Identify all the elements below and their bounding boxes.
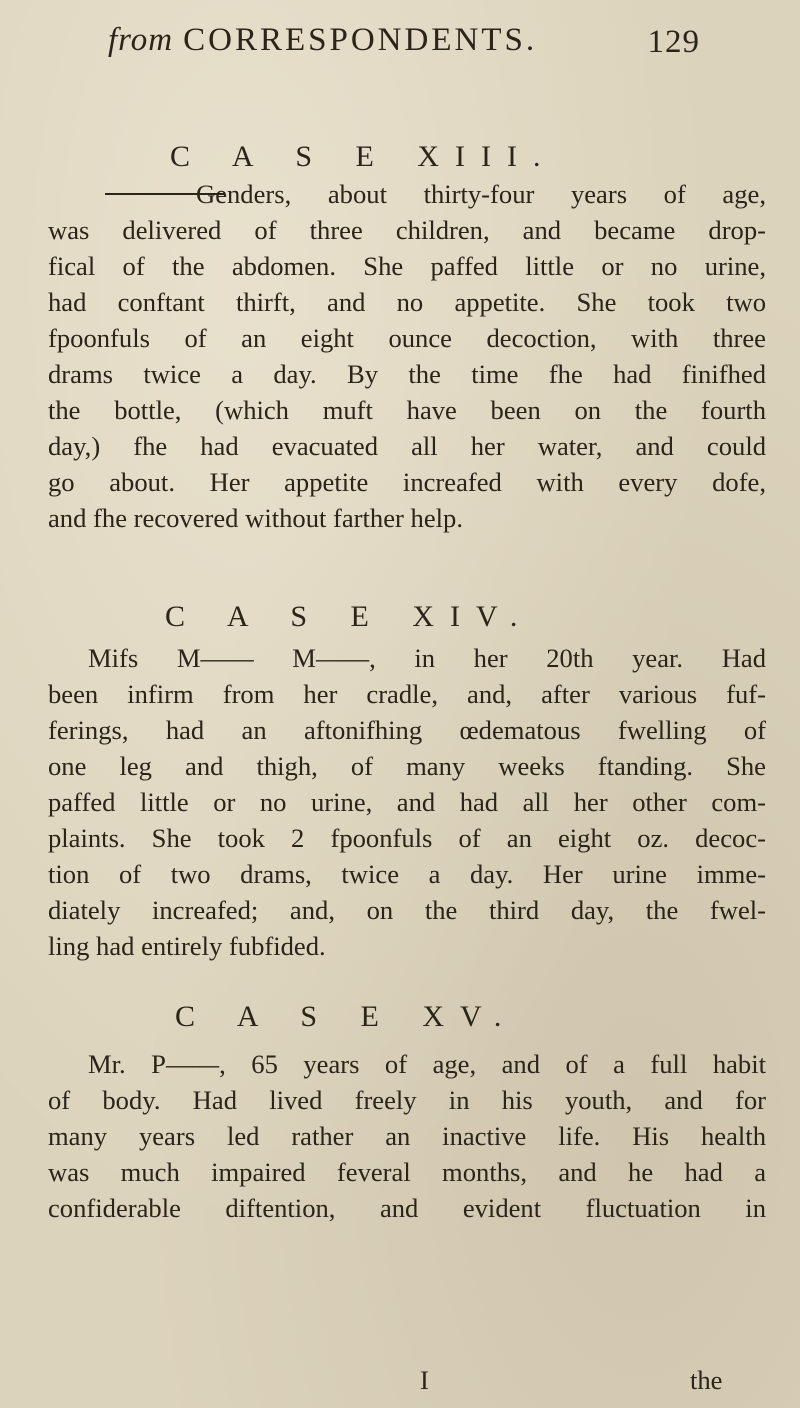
case-13-title: C A S E XIII. (170, 140, 557, 173)
signature-mark: I (420, 1365, 429, 1395)
case-15-line: of body. Had lived freely in his youth, and for (48, 1085, 766, 1115)
case-15-line: was much impaired feveral months, and he had a (48, 1157, 766, 1187)
case-15-line: many years led rather an inactive life. His health (48, 1121, 766, 1151)
case-14-line: been infirm from her cradle, and, after various fuf- (48, 679, 766, 709)
case-14-line: one leg and thigh, of many weeks ftanding. She (48, 751, 766, 781)
running-head-correspondents: CORRESPONDENTS. (183, 22, 538, 58)
case-13-line: Genders, about thirty-four years of age, (196, 179, 766, 209)
case-15-line: confiderable diftention, and evident fluctuation in (48, 1193, 766, 1223)
case-14-text (48, 640, 766, 964)
case-15-text (48, 1046, 766, 1226)
case-13-line: fpoonfuls of an eight ounce decoction, with three (48, 323, 766, 353)
case-13-line: drams twice a day. By the time fhe had finifhed (48, 359, 766, 389)
case-13-line: fical of the abdomen. She paffed little or no urine, (48, 251, 766, 281)
case-14-line: ferings, had an aftonifhing œdematous fwelling of (48, 715, 766, 745)
case-14-line: ling had entirely fubfided. (48, 931, 326, 961)
case-15-title: C A S E XV. (175, 1000, 518, 1033)
case-14-line: paffed little or no urine, and had all her other com- (48, 787, 766, 817)
case-13-line: and fhe recovered without farther help. (48, 503, 463, 533)
case-13-line: had conftant thirft, and no appetite. She took two (48, 287, 766, 317)
case-13-line: day,) fhe had evacuated all her water, and could (48, 431, 766, 461)
case-14-line: tion of two drams, twice a day. Her urine imme- (48, 859, 766, 889)
case-14-line: Mifs M—— M——, in her 20th year. Had (88, 643, 766, 673)
case-14-line: plaints. She took 2 fpoonfuls of an eight oz. decoc- (48, 823, 766, 853)
case-14-line: diately increafed; and, on the third day, the fwel- (48, 895, 766, 925)
page-number: 129 (647, 24, 700, 60)
case-13-line: go about. Her appetite increafed with every dofe, (48, 467, 766, 497)
case-14-title: C A S E XIV. (165, 600, 534, 633)
catchword: the (690, 1365, 723, 1395)
case-15-line: Mr. P——, 65 years of age, and of a full habit (88, 1049, 766, 1079)
running-head-from: from (108, 22, 174, 58)
running-head (108, 22, 700, 72)
case-13-line: was delivered of three children, and became drop- (48, 215, 766, 245)
case-13-text (48, 176, 766, 536)
case-13-line: the bottle, (which muft have been on the fourth (48, 395, 766, 425)
running-head-title (108, 22, 537, 59)
